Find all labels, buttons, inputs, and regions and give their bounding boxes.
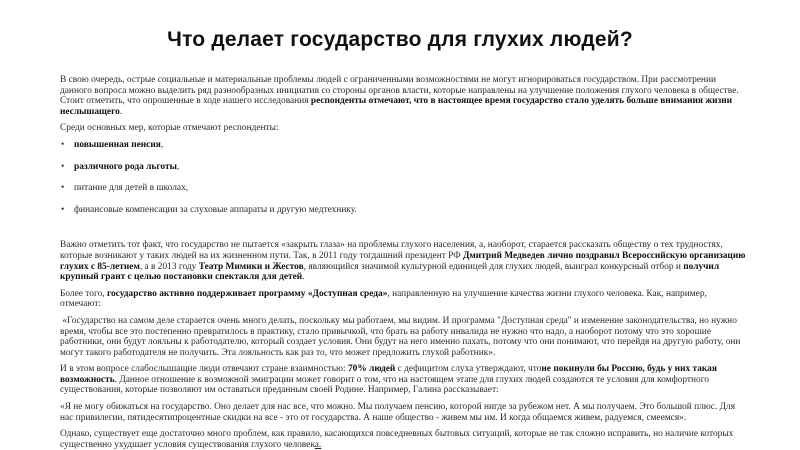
- paragraph-state-efforts: [60, 240, 750, 282]
- list-item: [60, 162, 750, 173]
- list-item: [60, 140, 750, 151]
- paragraph-accessible-environment: [60, 289, 750, 310]
- bold-run: не покинули бы Россию, будь у них такая возможность: [60, 364, 717, 385]
- paragraph-problems: [60, 429, 750, 450]
- text-run: финансовые компенсации за слуховые аппараты и другую медтехнику.: [74, 204, 357, 215]
- text-run: И в этом вопросе слабослышащие люди отвечают стране взаимностью:: [60, 364, 348, 375]
- bullet-icon: •: [61, 161, 65, 172]
- text-run: . Данное отношение к возможной эмиграции может говорит о том, что на настоящем этапе для глухих людей создаются те условия для комфортного существования, которые позволяют им оставаться преданным своей Родине. Например, Галина рассказывает:: [60, 374, 710, 396]
- bold-run: респонденты отмечают, что в настоящее время государство стало уделять больше внимания жизни неслышащего: [60, 96, 733, 117]
- list-item: [60, 183, 750, 194]
- text-run: В свою очередь, острые социальные и материальные проблемы людей с ограниченными возможностями не могут игнорироваться государством. При рассмотрении данного вопроса можно выделить ряд разнообразных инициатив со стороны органов власти, которые направлены на улучшение положения глухого человека в обществе. Стоит отметить, что опрошенные в ходе нашего исследования: [60, 75, 739, 107]
- text-run: .: [119, 106, 123, 117]
- text-run: , являющийся значимой культурной единицей для глухих людей, выиграл конкурсный отбор и: [303, 261, 684, 272]
- measures-list: [60, 140, 750, 215]
- text-run: , направленную на улучшение качества жизни глухого человека. Как, например, отмечают:: [60, 288, 707, 310]
- quote-galina: «Я не могу обижаться на государство. Оно делает для нас все, что можно. Мы получаем пенсию, которой нигде за рубежом нет. А мы получаем. Это большой плюс. Для нас привилегии, пятидесятипроцентные скидки на все - это от государства. А наше общество - живем мы им. И когда общаемся живем, радуемся, смеемся».: [60, 402, 736, 423]
- text-run: Более того,: [60, 288, 107, 299]
- document-body: [60, 75, 750, 450]
- quote-respondent: [60, 316, 750, 358]
- text-run: ,: [176, 161, 180, 172]
- text-run: питание для детей в школах,: [74, 183, 189, 194]
- bold-run: различного рода льготы: [74, 161, 177, 172]
- text-run: Однако, существует еще достаточно много проблем, как правило, касающихся повседневных бытовых ситуаций, которые не так сложно исправить, но наличие которых существенно ухудшает условия существования глухого человек: [60, 429, 734, 450]
- bold-run: 70% людей: [347, 364, 396, 375]
- text-run: Важно отметить тот факт, что государство не пытается «закрыть глаза» на проблемы глухого населения, а, наоборот, старается рассказать обществу о тех трудностях, которые возникают у таких людей на их жизненном пути. Так, в 2011 году тогдашний президент РФ: [60, 240, 723, 261]
- paragraph-intro: [60, 75, 750, 117]
- bold-run: государство активно поддерживает программу «Доступная среда»: [106, 288, 388, 299]
- list-item: [60, 205, 750, 216]
- text-run: .: [302, 272, 305, 283]
- spacer: [60, 226, 750, 240]
- bold-run: получил крупный грант с целью постановки спектакля для детей: [60, 261, 720, 283]
- bullet-icon: •: [61, 183, 65, 194]
- bullet-icon: •: [61, 204, 65, 215]
- page-title: Что делает государство для глухих людей?: [167, 28, 633, 51]
- bold-run: Дмитрий Медведев лично поздравил Всероссийскую организацию глухих с 85-летием: [60, 250, 746, 272]
- text-run: ,: [160, 139, 164, 150]
- text-run: , а в 2013 году: [139, 261, 199, 272]
- bold-run: повышенная пенсия: [74, 139, 161, 150]
- text-run: а.: [314, 439, 322, 450]
- bold-run: Театр Мимики и Жестов: [198, 261, 304, 272]
- paragraph-measures-heading: Среди основных мер, которые отмечают респонденты:: [60, 123, 279, 134]
- paragraph-reciprocity: [60, 364, 750, 396]
- text-run: с дефицитом слуха утверждают, что: [395, 364, 542, 375]
- bullet-icon: •: [61, 139, 65, 150]
- text-run: «Государство на самом деле старается очень много делать, поскольку мы работаем, мы видим. И программа "Доступная среда" и изменение законодательства, но нужно время, чтобы все это постепенно превратилось в практику, стало привычкой, что брать на работу инвалида не нужно что надо, а наоборот потому что это хорошие работники, они будут лояльны к работодателю, который создает условия. Они будут на него именно пахать, потому что они понимают, что перейдя на другую работу, они могут такого работодателя не получить. Эта лояльность как раз то, что может предложить глухой работник».: [60, 315, 741, 358]
